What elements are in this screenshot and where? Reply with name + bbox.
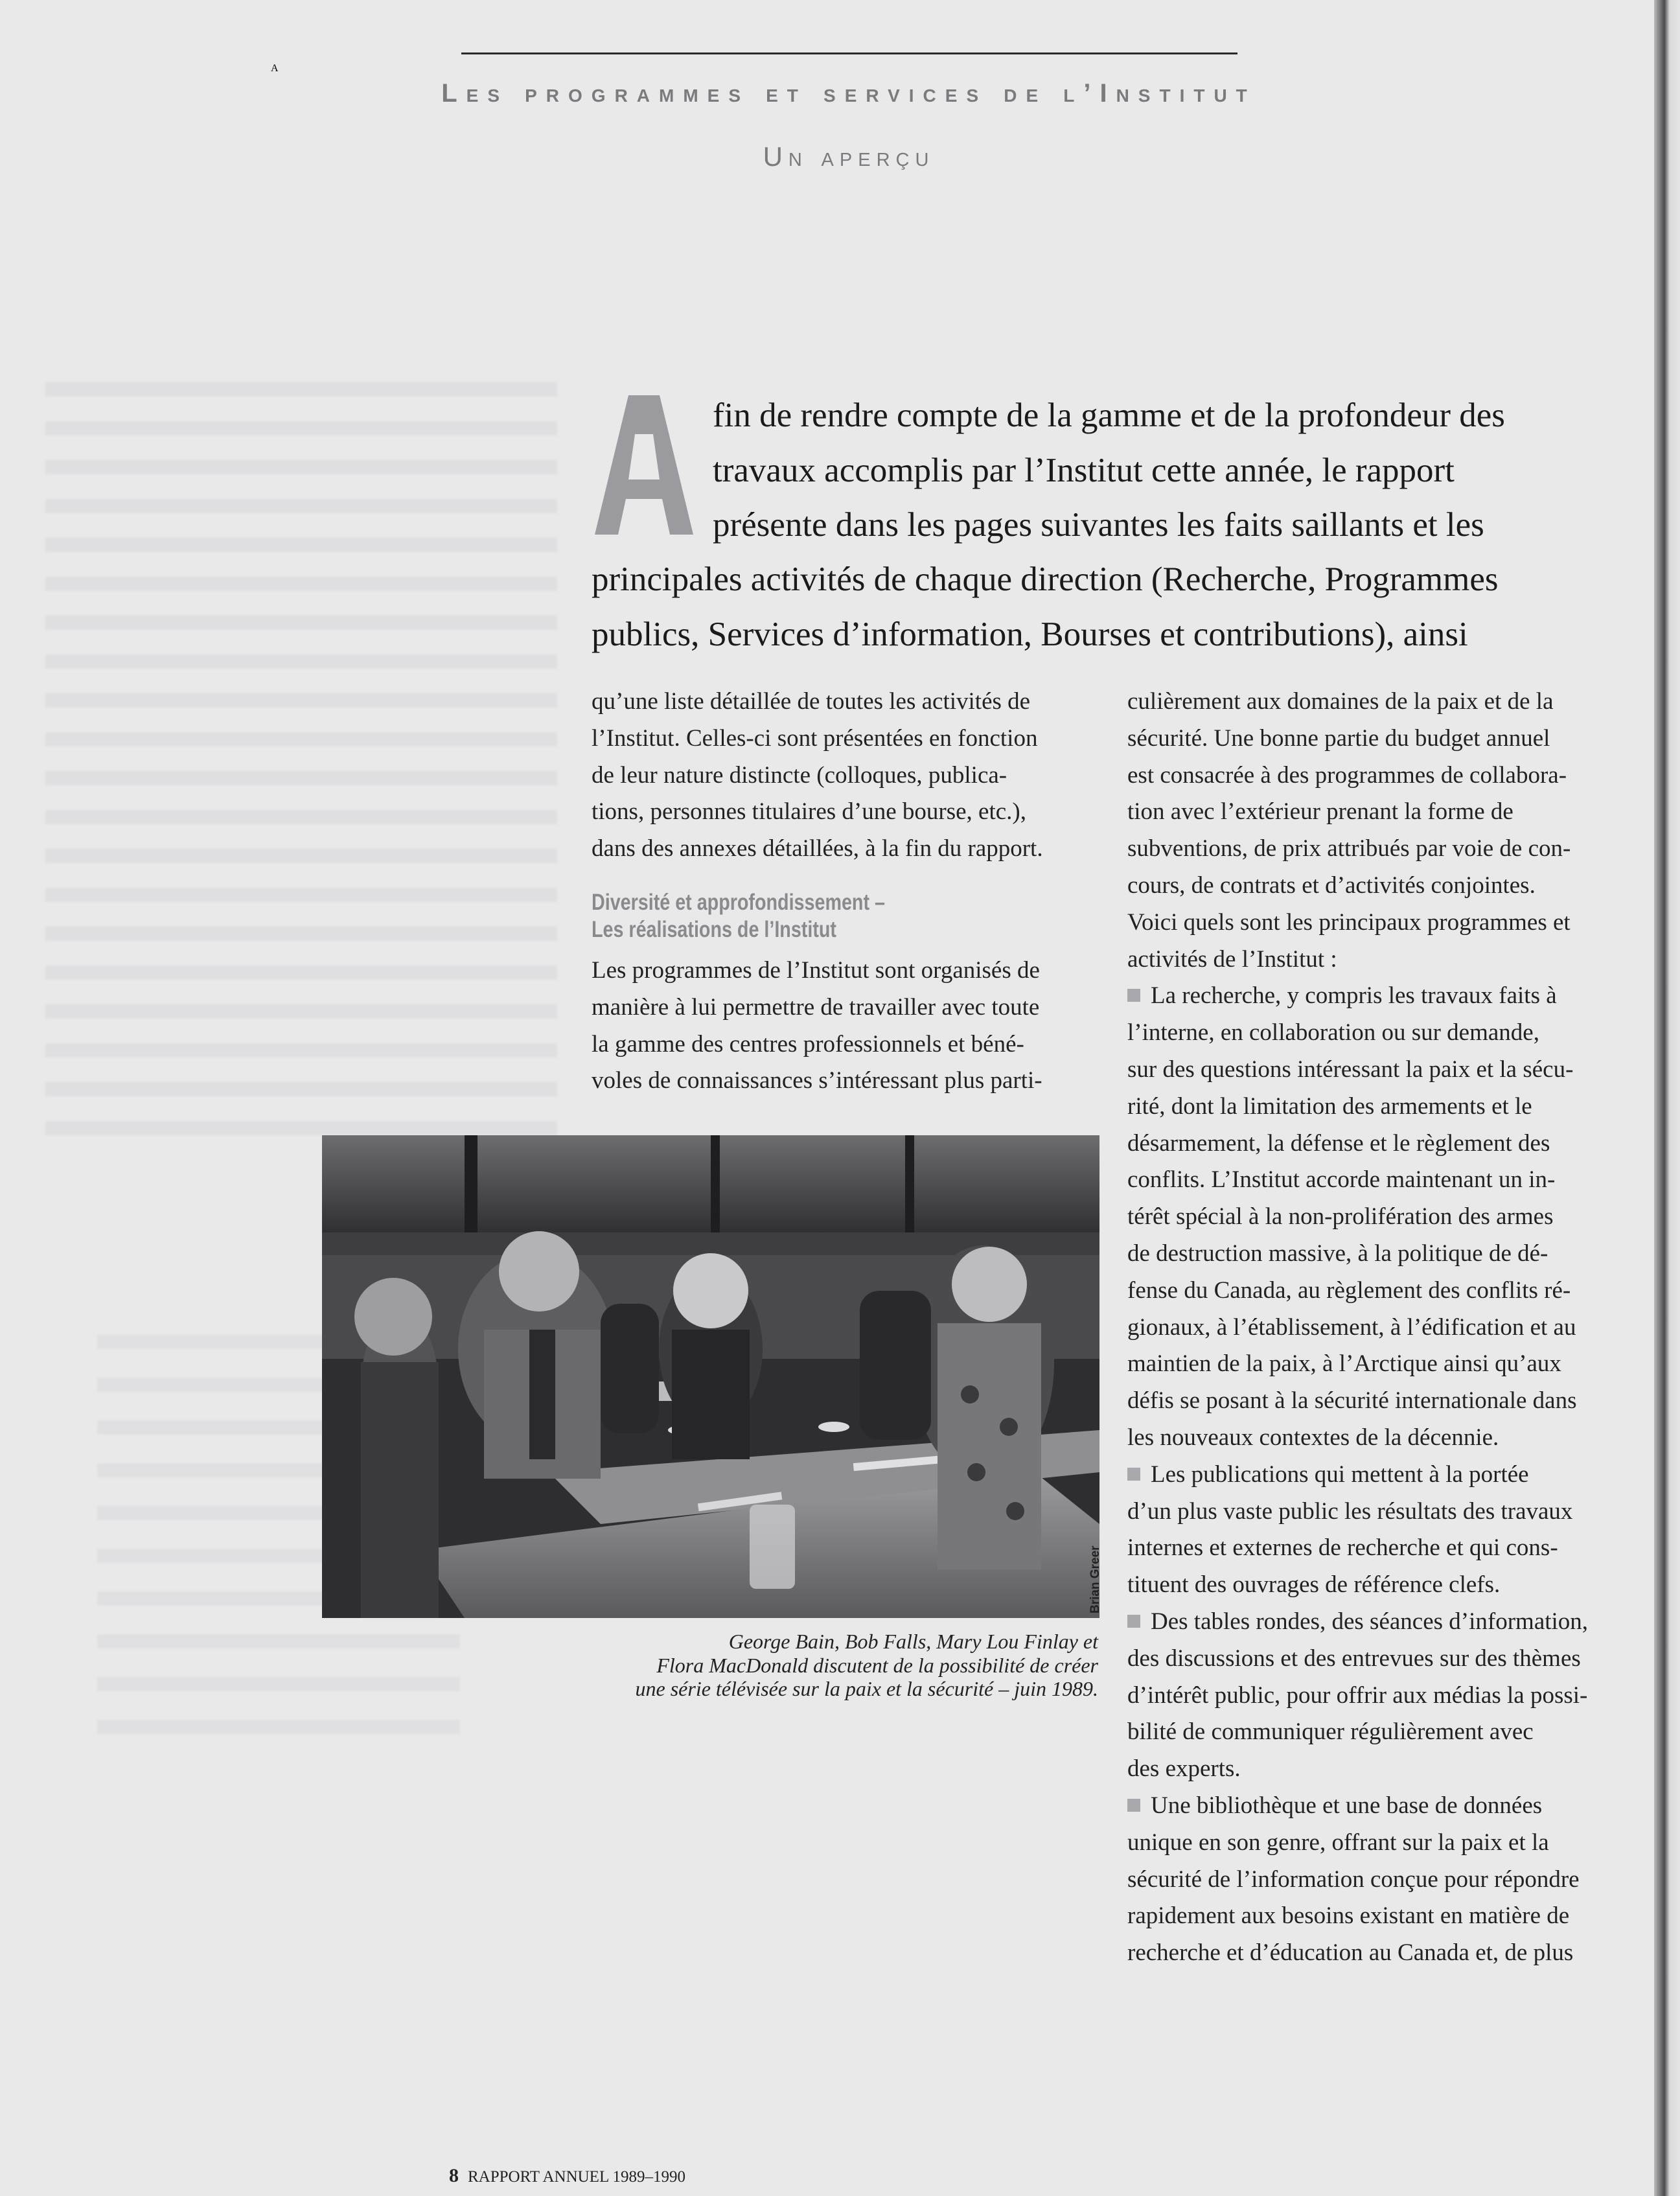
text-line: de destruction massive, à la politique de dé- [1127,1240,1548,1267]
meeting-photo [322,1135,1099,1618]
drop-cap [271,63,693,535]
text-line: unique en son genre, offrant sur la paix et la [1127,1829,1549,1856]
text-line: de leur nature distincte (colloques, publica- [592,761,1007,789]
text-line: térêt spécial à la non-prolifération des armes [1127,1203,1554,1231]
header-rule [461,52,1237,54]
intro-line: principales activités de chaque direction (Recherche, Programmes [592,561,1499,598]
text-line: fense du Canada, au règlement des conflits ré- [1127,1277,1571,1304]
text-line: tions, personnes titulaires d’une bourse, etc.), [592,798,1026,826]
intro-line: présente dans les pages suivantes les faits saillants et les [713,506,1484,544]
text-line: tion avec l’extérieur prenant la forme de [1127,798,1513,826]
text-line: sur des questions intéressant la paix et la sécu- [1127,1056,1574,1083]
photo-caption [586,1630,1098,1701]
bullet-item [1127,1788,1626,1972]
bullet-item [1127,1604,1626,1788]
text-line: l’interne, en collaboration ou sur demande, [1127,1019,1539,1046]
square-bullet-icon [1127,1799,1140,1812]
text-line: l’Institut. Celles-ci sont présentées en fonction [592,724,1038,752]
text-line: d’intérêt public, pour offrir aux médias la possi- [1127,1682,1588,1709]
section-heading [592,889,885,943]
right-column [1127,684,1626,1972]
square-bullet-icon [1127,989,1140,1002]
caption-line: George Bain, Bob Falls, Mary Lou Finlay et [728,1630,1098,1653]
text-line: bilité de communiquer régulièrement avec [1127,1718,1534,1746]
text-line: les nouveaux contextes de la décennie. [1127,1424,1499,1451]
photo-credit: Brian Greer [1088,1545,1102,1613]
text-line: la gamme des centres professionnels et béné- [592,1030,1024,1058]
page-subtitle: Un aperçu [763,141,935,172]
bullet-item [1127,1457,1626,1604]
text-line: désarmement, la défense et le règlement des [1127,1129,1550,1157]
show-through-text [45,382,557,1160]
text-line: recherche et d’éducation au Canada et, de plus [1127,1939,1574,1967]
text-line: dans des annexes détaillées, à la fin du rapport. [592,835,1043,862]
text-line: est consacrée à des programmes de collabora- [1127,761,1567,789]
text-line: tituent des ouvrages de référence clefs. [1127,1571,1501,1599]
square-bullet-icon [1127,1615,1140,1628]
page-title: Les programmes et services de l’Institut [441,79,1256,108]
text-line: subventions, de prix attribués par voie de con- [1127,835,1571,862]
intro-line: travaux accomplis par l’Institut cette année, le rapport [713,452,1455,489]
text-line: des discussions et des entrevues sur des thèmes [1127,1645,1581,1672]
square-bullet-icon [1127,1468,1140,1481]
text-line: rité, dont la limitation des armements et le [1127,1092,1532,1120]
drop-cap-letter: A [271,63,279,74]
page-number: 8 [449,2165,459,2186]
footer-text: RAPPORT ANNUEL 1989–1990 [468,2168,686,2186]
caption-line: Flora MacDonald discutent de la possibilité de créer [656,1653,1098,1677]
text-line: Les publications qui mettent à la portée [1151,1461,1529,1488]
text-line: Des tables rondes, des séances d’information, [1151,1608,1589,1635]
text-line: d’un plus vaste public les résultats des travaux [1127,1497,1573,1525]
text-line: des experts. [1127,1755,1241,1783]
text-line: qu’une liste détaillée de toutes les activités de [592,688,1031,715]
text-line: gionaux, à l’établissement, à l’édification et au [1127,1313,1576,1341]
page-binding-edge [1654,0,1680,2196]
caption-line: une série télévisée sur la paix et la sécurité – juin 1989. [635,1677,1098,1700]
intro-line: fin de rendre compte de la gamme et de la profondeur des [713,397,1505,434]
text-line: sécurité. Une bonne partie du budget annuel [1127,724,1550,752]
text-line: sécurité de l’information conçue pour répondre [1127,1866,1580,1893]
section-heading-line: Les réalisations de l’Institut [592,917,836,942]
text-line: Voici quels sont les principaux programmes et [1127,908,1571,936]
text-line: La recherche, y compris les travaux faits à [1151,982,1557,1010]
text-line: cours, de contrats et d’activités conjointes. [1127,872,1536,899]
text-line: culièrement aux domaines de la paix et de la [1127,688,1554,715]
page-footer [449,2165,685,2187]
text-line: maintien de la paix, à l’Arctique ainsi qu’aux [1127,1350,1561,1378]
text-line: activités de l’Institut : [1127,945,1337,973]
left-column-continued [592,953,1097,1100]
text-line: manière à lui permettre de travailler avec toute [592,993,1040,1021]
text-line: conflits. L’Institut accorde maintenant un in- [1127,1166,1556,1194]
section-heading-line: Diversité et approfondissement – [592,890,885,915]
text-line: Une bibliothèque et une base de données [1151,1792,1543,1819]
text-line: défis se posant à la sécurité internationale dans [1127,1387,1577,1415]
text-line: rapidement aux besoins existant en matière de [1127,1902,1570,1930]
bullet-item [1127,978,1626,1456]
meeting-photo-illustration [322,1135,1099,1618]
text-line: voles de connaissances s’intéressant plus parti- [592,1067,1042,1094]
text-line: Les programmes de l’Institut sont organisés de [592,957,1040,984]
intro-line: publics, Services d’information, Bourses et contributions), ainsi [592,616,1468,653]
left-column [592,684,1097,868]
text-line: internes et externes de recherche et qui cons- [1127,1534,1558,1562]
